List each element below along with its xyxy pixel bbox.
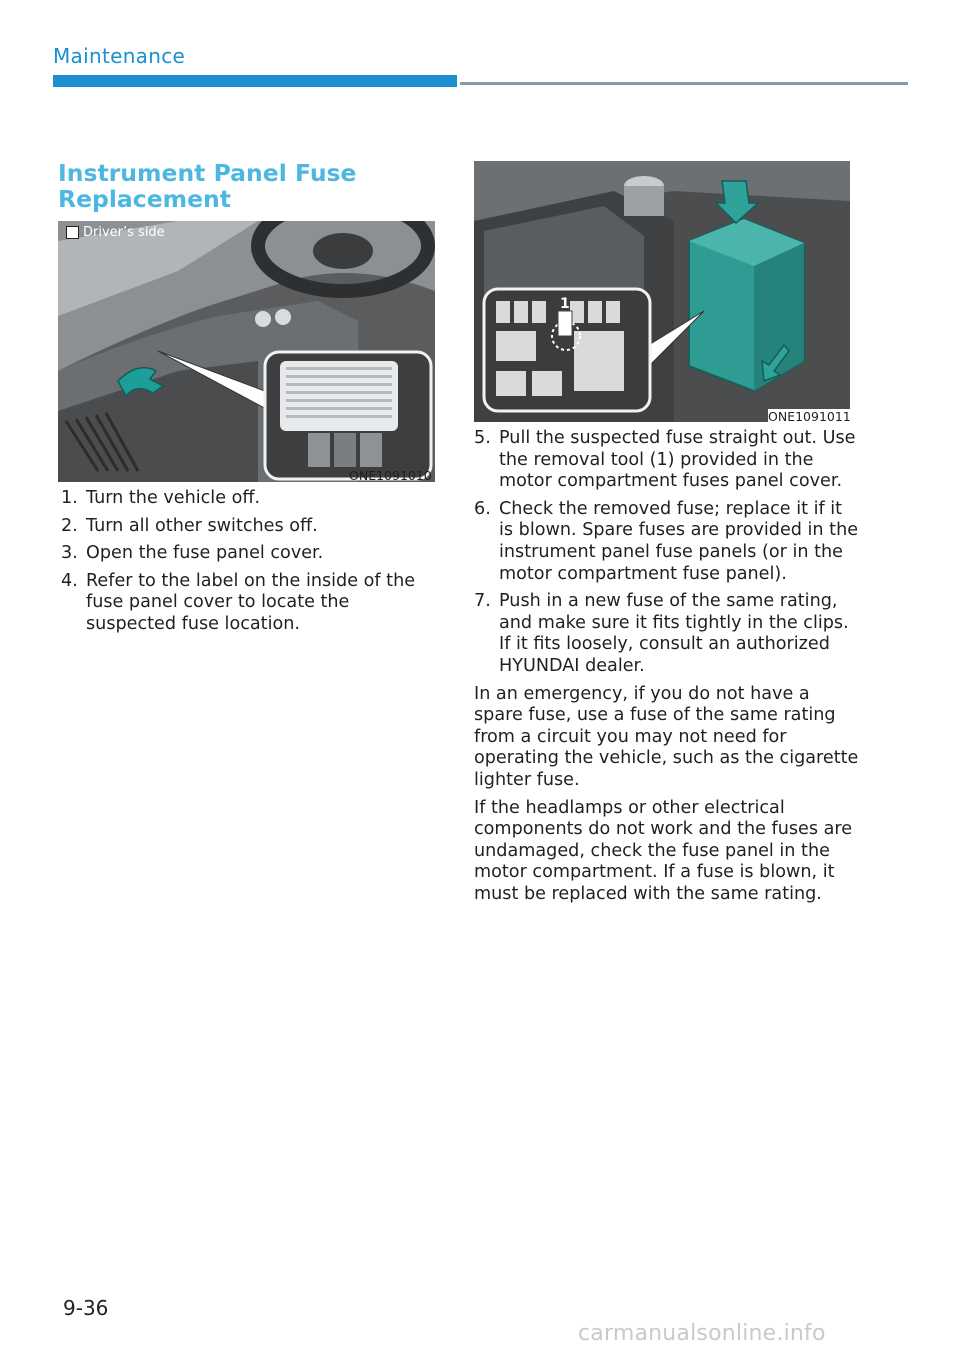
figure-caption	[66, 225, 165, 240]
step-number: 2.	[61, 515, 78, 536]
motor-compartment-illustration	[474, 161, 850, 422]
steps-list-right	[474, 428, 859, 911]
step-number: 5.	[474, 428, 491, 448]
step-item	[474, 499, 859, 585]
step-item	[61, 543, 441, 565]
figure-code-right: ONE1091011	[768, 409, 851, 424]
step-text: Push in a new fuse of the same rating, and make sure it fits tightly in the clips. If it fits loosely, consult an authorized HYUNDAI dealer.	[499, 591, 849, 676]
header-accent-bar	[53, 75, 457, 87]
step-number: 4.	[61, 570, 78, 591]
step-text: Check the removed fuse; replace it if it is blown. Spare fuses are provided in the instrument panel fuse panels (or in the motor compartment fuse panel).	[499, 498, 859, 584]
step-text: Turn the vehicle off.	[86, 488, 261, 508]
body-paragraph: In an emergency, if you do not have a spare fuse, use a fuse of the same rating from a circuit you may not need for operating the vehicle, such as the cigarette lighter fuse.	[474, 683, 859, 790]
section-header: Maintenance	[53, 44, 186, 68]
step-number: 7.	[474, 591, 491, 612]
page-number: 9-36	[63, 1296, 109, 1320]
figure-code-left: ONE1091010	[349, 468, 432, 483]
steps-list-left	[61, 488, 441, 642]
step-item	[474, 428, 859, 493]
step-item	[474, 591, 859, 677]
step-item	[61, 488, 441, 510]
drivers-side-illustration	[58, 221, 435, 482]
step-text: Refer to the label on the inside of the fuse panel cover to locate the suspected fuse location.	[86, 570, 416, 634]
step-text: Open the fuse panel cover.	[86, 543, 324, 564]
step-item	[61, 516, 441, 538]
watermark: carmanualsonline.info	[578, 1321, 826, 1346]
section-title: Instrument Panel Fuse Replacement	[58, 159, 357, 213]
step-number: 6.	[474, 498, 491, 519]
step-number: 1.	[61, 488, 78, 508]
step-text: Turn all other switches off.	[86, 515, 318, 536]
body-paragraph: If the headlamps or other electrical components do not work and the fuses are undamaged, check the fuse panel in the motor compartment. If a fuse is blown, it must be replaced with the same rating.	[474, 797, 853, 904]
step-item	[61, 571, 441, 636]
figure-drivers-side	[58, 221, 435, 482]
callout-label: 1	[560, 296, 570, 312]
step-text: Pull the suspected fuse straight out. Use the removal tool (1) provided in the motor compartment fuses panel cover.	[499, 428, 856, 492]
caption-box-icon	[66, 226, 79, 239]
figure-motor-compartment	[474, 161, 850, 422]
step-number: 3.	[61, 543, 78, 564]
header-rule	[460, 82, 908, 85]
figure-caption-text: Driver’s side	[83, 225, 165, 240]
